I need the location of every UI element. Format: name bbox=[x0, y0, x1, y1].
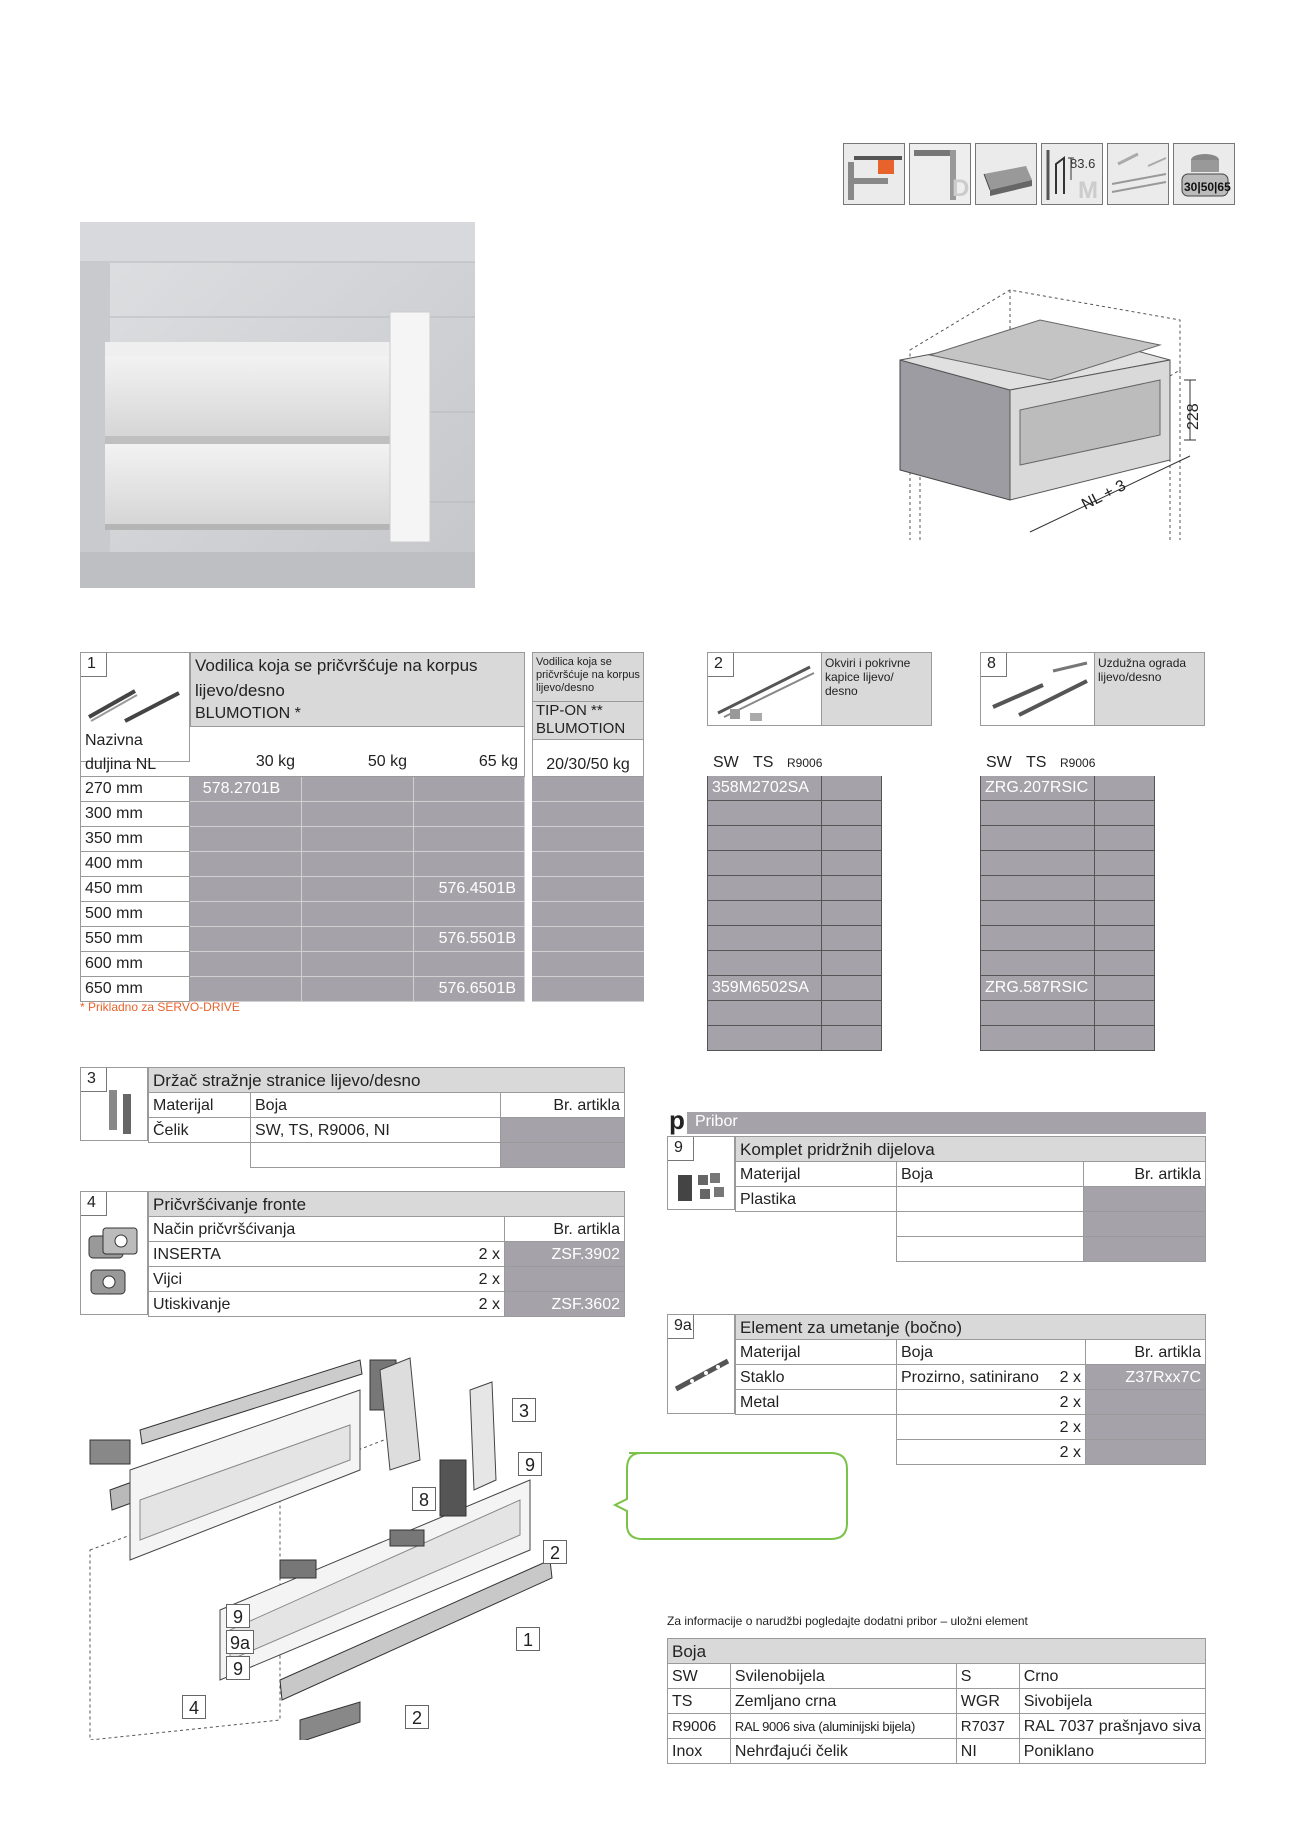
color-code: R9006 bbox=[668, 1714, 731, 1739]
material-cell bbox=[736, 1415, 897, 1440]
back-holder-title: Držač stražnje stranice lijevo/desno bbox=[149, 1068, 625, 1093]
h-article: Br. artikla bbox=[1086, 1340, 1206, 1365]
method-cell: Utiskivanje bbox=[149, 1292, 409, 1317]
method-cell: INSERTA bbox=[149, 1242, 409, 1267]
h-material: Materijal bbox=[736, 1340, 897, 1365]
table-row bbox=[80, 827, 644, 852]
table-row bbox=[980, 926, 1161, 951]
empty-cell bbox=[897, 1237, 1084, 1262]
nl-cell: 650 mm bbox=[80, 977, 190, 1002]
material-cell: Metal bbox=[736, 1390, 897, 1415]
color-cell bbox=[897, 1390, 1046, 1415]
table-row bbox=[980, 801, 1161, 826]
gallery-table-image bbox=[980, 652, 1095, 726]
frames-table-title: Okviri i pokrivne kapice lijevo/ desno bbox=[825, 656, 911, 698]
slides-table-title: Vodilica koja se pričvršćuje na korpus lijevo/desno bbox=[195, 656, 478, 700]
insert-element-image bbox=[667, 1314, 735, 1414]
article-cell bbox=[822, 951, 882, 976]
callout-9: 9 bbox=[226, 1656, 250, 1680]
article-cell bbox=[980, 851, 1095, 876]
article-cell: 359M6502SA bbox=[707, 976, 822, 1001]
table-row bbox=[707, 826, 888, 851]
tipon-subtitle-2: BLUMOTION bbox=[536, 720, 626, 737]
svg-text:30|50|65: 30|50|65 bbox=[1184, 180, 1231, 194]
table-number: 9 bbox=[668, 1137, 694, 1161]
colors-table-title: Boja bbox=[668, 1639, 1206, 1664]
retainer-set-title: Komplet pridržnih dijelova bbox=[736, 1137, 1206, 1162]
col-tipon-label: 20/30/50 kg bbox=[546, 756, 630, 773]
article-cell bbox=[414, 827, 525, 852]
article-cell bbox=[501, 1118, 625, 1143]
callout-1: 1 bbox=[516, 1627, 540, 1651]
accessories-label: Pribor bbox=[695, 1113, 738, 1130]
insert-element-title: Element za umetanje (bočno) bbox=[736, 1315, 1206, 1340]
table-row bbox=[80, 777, 644, 802]
order-info-note: Za informacije o narudžbi pogledajte dodatni pribor – uložni element bbox=[667, 1614, 1028, 1628]
article-cell bbox=[707, 926, 822, 951]
color-code: Inox bbox=[668, 1739, 731, 1764]
color-code: WGR bbox=[956, 1689, 1019, 1714]
tipon-article-cell bbox=[532, 802, 644, 827]
callout-2: 2 bbox=[543, 1540, 567, 1564]
table-row bbox=[80, 952, 644, 977]
table-number: 9a bbox=[668, 1315, 694, 1339]
table-row bbox=[149, 1267, 625, 1292]
table-row bbox=[707, 776, 888, 801]
table-row bbox=[707, 926, 888, 951]
article-cell: Z37Rxx7C bbox=[1086, 1365, 1206, 1390]
table-row bbox=[980, 851, 1161, 876]
svg-text:M: M bbox=[1078, 177, 1098, 204]
callout-3: 3 bbox=[512, 1398, 536, 1422]
svg-text:83.6: 83.6 bbox=[1070, 156, 1096, 171]
article-cell bbox=[302, 952, 414, 977]
color-cell bbox=[897, 1415, 1046, 1440]
front-fixing-image bbox=[80, 1191, 148, 1315]
empty-cell bbox=[897, 1187, 1084, 1212]
color-cell bbox=[897, 1440, 1046, 1465]
h-article: Br. artikla bbox=[501, 1093, 625, 1118]
callout-2: 2 bbox=[405, 1705, 429, 1729]
colors-table bbox=[667, 1638, 1206, 1764]
color-code: TS bbox=[668, 1689, 731, 1714]
article-cell bbox=[190, 927, 302, 952]
tipon-article-cell bbox=[532, 927, 644, 952]
nl-cell: 270 mm bbox=[80, 777, 190, 802]
table-row bbox=[80, 852, 644, 877]
nl-cell: 500 mm bbox=[80, 902, 190, 927]
table-row bbox=[980, 901, 1161, 926]
col-tipon bbox=[532, 740, 644, 777]
height-m-icon bbox=[1041, 143, 1103, 205]
article-cell bbox=[822, 926, 882, 951]
article-cell bbox=[1095, 776, 1155, 801]
article-cell bbox=[302, 777, 414, 802]
nl-cell: 450 mm bbox=[80, 877, 190, 902]
qty-cell: 2 x bbox=[409, 1242, 505, 1267]
table-row bbox=[668, 1714, 1206, 1739]
color-code: NI bbox=[956, 1739, 1019, 1764]
tipon-article-cell bbox=[532, 977, 644, 1002]
table-row bbox=[980, 826, 1161, 851]
svg-text:NL + 3: NL + 3 bbox=[1079, 477, 1129, 514]
tipon-subtitle-block bbox=[532, 702, 644, 740]
front-fixing-title: Pričvršćivanje fronte bbox=[149, 1192, 625, 1217]
article-cell bbox=[414, 952, 525, 977]
table-row bbox=[980, 976, 1161, 1001]
h-color: Boja bbox=[897, 1162, 1084, 1187]
article-cell bbox=[1095, 1001, 1155, 1026]
tipon-article-cell bbox=[532, 902, 644, 927]
frames-table-title-block bbox=[822, 652, 932, 726]
article-cell: ZSF.3602 bbox=[505, 1292, 625, 1317]
table-row bbox=[80, 877, 644, 902]
svg-text:228: 228 bbox=[1185, 403, 1202, 430]
table-number: 3 bbox=[81, 1068, 107, 1092]
table-number: 1 bbox=[81, 653, 107, 677]
color-code: R7037 bbox=[956, 1714, 1019, 1739]
article-cell bbox=[822, 826, 882, 851]
table-row bbox=[736, 1390, 1206, 1415]
slides-table-column-header bbox=[80, 727, 525, 777]
nl-label-line2: duljina NL bbox=[85, 756, 157, 773]
table-row bbox=[668, 1739, 1206, 1764]
exploded-assembly-drawing bbox=[80, 1350, 600, 1740]
drawer-mounting-icon bbox=[843, 143, 905, 205]
slides-table-subtitle: BLUMOTION * bbox=[190, 702, 525, 727]
product-photo bbox=[80, 222, 475, 588]
color-name: Svilenobijela bbox=[730, 1664, 956, 1689]
table-row bbox=[80, 802, 644, 827]
table-row bbox=[980, 1026, 1161, 1051]
frames-table-image bbox=[707, 652, 822, 726]
color-value: SW, TS, R9006, NI bbox=[251, 1118, 501, 1143]
tipon-title-block bbox=[532, 652, 644, 702]
article-cell bbox=[707, 1026, 822, 1051]
table-number: 4 bbox=[81, 1192, 107, 1216]
depth-d-icon bbox=[909, 143, 971, 205]
table-row bbox=[707, 976, 888, 1001]
article-cell: ZRG.207RSIC bbox=[980, 776, 1095, 801]
article-cell bbox=[414, 902, 525, 927]
table-row bbox=[80, 902, 644, 927]
color-cell: Prozirno, satinirano bbox=[897, 1365, 1046, 1390]
article-cell bbox=[1086, 1440, 1206, 1465]
table-row bbox=[980, 876, 1161, 901]
table-row bbox=[980, 951, 1161, 976]
material-cell: Staklo bbox=[736, 1365, 897, 1390]
article-cell bbox=[707, 1001, 822, 1026]
article-cell bbox=[980, 876, 1095, 901]
back-holder-image bbox=[80, 1067, 148, 1141]
h-material: Materijal bbox=[736, 1162, 897, 1187]
table-row bbox=[149, 1292, 625, 1317]
callout-8: 8 bbox=[412, 1487, 436, 1511]
article-cell bbox=[1095, 826, 1155, 851]
article-cell bbox=[190, 902, 302, 927]
empty-cell bbox=[251, 1143, 501, 1168]
article-cell bbox=[822, 801, 882, 826]
gallery-table-title: Uzdužna ograda lijevo/desno bbox=[1098, 656, 1187, 684]
article-cell: ZSF.3902 bbox=[505, 1242, 625, 1267]
method-cell: Vijci bbox=[149, 1267, 409, 1292]
article-cell bbox=[980, 1026, 1095, 1051]
material-value: Čelik bbox=[149, 1118, 251, 1143]
article-cell bbox=[822, 901, 882, 926]
article-cell bbox=[1086, 1390, 1206, 1415]
article-cell bbox=[1095, 901, 1155, 926]
article-cell bbox=[501, 1143, 625, 1168]
table-row bbox=[707, 851, 888, 876]
article-cell bbox=[302, 802, 414, 827]
article-cell: 576.6501B bbox=[414, 977, 525, 1002]
gallery-rail-icon bbox=[1107, 143, 1169, 205]
nl-label bbox=[85, 729, 156, 777]
article-cell bbox=[414, 777, 525, 802]
table-row bbox=[980, 1001, 1161, 1026]
article-cell bbox=[1086, 1415, 1206, 1440]
empty-cell bbox=[149, 1143, 251, 1168]
article-cell bbox=[822, 776, 882, 801]
article-cell bbox=[980, 801, 1095, 826]
article-cell bbox=[1095, 926, 1155, 951]
col-sw: SW bbox=[713, 754, 739, 771]
col-sw: SW bbox=[986, 754, 1012, 771]
table-row bbox=[707, 1001, 888, 1026]
article-cell bbox=[822, 876, 882, 901]
article-cell bbox=[1095, 851, 1155, 876]
article-cell bbox=[980, 826, 1095, 851]
color-name: Zemljano crna bbox=[730, 1689, 956, 1714]
article-cell bbox=[707, 826, 822, 851]
article-cell bbox=[1084, 1187, 1206, 1212]
table-row bbox=[80, 977, 644, 1002]
empty-cell bbox=[897, 1212, 1084, 1237]
frames-table-column-header bbox=[707, 726, 867, 776]
h-article: Br. artikla bbox=[505, 1217, 625, 1242]
article-cell bbox=[822, 1001, 882, 1026]
article-cell bbox=[414, 852, 525, 877]
article-cell: 358M2702SA bbox=[707, 776, 822, 801]
color-name: RAL 7037 prašnjavo siva bbox=[1019, 1714, 1205, 1739]
col-65kg: 65 kg bbox=[478, 753, 518, 770]
callout-4: 4 bbox=[182, 1695, 206, 1719]
article-cell bbox=[707, 901, 822, 926]
footnote: * Prikladno za SERVO-DRIVE bbox=[80, 1000, 240, 1014]
article-cell bbox=[707, 851, 822, 876]
color-code: S bbox=[956, 1664, 1019, 1689]
article-cell bbox=[190, 827, 302, 852]
article-cell bbox=[190, 977, 302, 1002]
table-row bbox=[668, 1689, 1206, 1714]
tipon-article-cell bbox=[532, 952, 644, 977]
nl-cell: 300 mm bbox=[80, 802, 190, 827]
qty-cell: 2 x bbox=[409, 1292, 505, 1317]
tipon-article-cell bbox=[532, 877, 644, 902]
table-row bbox=[80, 927, 644, 952]
h-color: Boja bbox=[251, 1093, 501, 1118]
col-30kg: 30 kg bbox=[255, 753, 295, 770]
article-cell bbox=[707, 951, 822, 976]
color-name: Sivobijela bbox=[1019, 1689, 1205, 1714]
article-cell bbox=[1095, 801, 1155, 826]
article-cell bbox=[302, 827, 414, 852]
color-name: Poniklano bbox=[1019, 1739, 1205, 1764]
table-row bbox=[736, 1365, 1206, 1390]
qty-cell: 2 x bbox=[1046, 1390, 1086, 1415]
nl-cell: 550 mm bbox=[80, 927, 190, 952]
article-cell bbox=[822, 976, 882, 1001]
accessories-letter: p bbox=[667, 1108, 687, 1134]
col-r9006: R9006 bbox=[1060, 756, 1096, 770]
table-row bbox=[707, 901, 888, 926]
gallery-table-column-header bbox=[980, 726, 1140, 776]
weight-dial-icon bbox=[1173, 143, 1235, 205]
h-article: Br. artikla bbox=[1084, 1162, 1206, 1187]
article-cell bbox=[1095, 976, 1155, 1001]
article-cell bbox=[190, 852, 302, 877]
retainer-set-image bbox=[667, 1136, 735, 1210]
article-cell bbox=[1084, 1212, 1206, 1237]
table-row bbox=[668, 1664, 1206, 1689]
article-cell bbox=[980, 1001, 1095, 1026]
article-cell bbox=[190, 952, 302, 977]
article-cell bbox=[707, 876, 822, 901]
article-cell bbox=[1084, 1237, 1206, 1262]
callout-9a: 9a bbox=[226, 1630, 254, 1654]
table-row bbox=[707, 801, 888, 826]
article-cell bbox=[822, 1026, 882, 1051]
accessories-bar bbox=[667, 1105, 1206, 1135]
article-cell: 576.5501B bbox=[414, 927, 525, 952]
col-ts: TS bbox=[1026, 754, 1047, 771]
article-cell: ZRG.587RSIC bbox=[980, 976, 1095, 1001]
callout-9: 9 bbox=[518, 1452, 542, 1476]
dimension-drawing bbox=[890, 270, 1220, 548]
table-row bbox=[707, 876, 888, 901]
h-color: Boja bbox=[897, 1340, 1086, 1365]
h-material: Materijal bbox=[149, 1093, 251, 1118]
empty-cell bbox=[736, 1237, 897, 1262]
col-50kg: 50 kg bbox=[367, 753, 407, 770]
col-ts: TS bbox=[753, 754, 774, 771]
nl-cell: 400 mm bbox=[80, 852, 190, 877]
article-cell bbox=[822, 851, 882, 876]
color-name: RAL 9006 siva (aluminijski bijela) bbox=[730, 1714, 956, 1739]
table-row bbox=[980, 776, 1161, 801]
article-cell bbox=[302, 927, 414, 952]
article-cell bbox=[302, 852, 414, 877]
article-cell bbox=[414, 802, 525, 827]
table-row bbox=[707, 1026, 888, 1051]
table-row bbox=[707, 951, 888, 976]
article-cell: 578.2701B bbox=[190, 777, 302, 802]
table-row bbox=[149, 1242, 625, 1267]
qty-cell: 2 x bbox=[1046, 1440, 1086, 1465]
article-cell: 576.4501B bbox=[414, 877, 525, 902]
article-cell bbox=[302, 902, 414, 927]
color-name: Crno bbox=[1019, 1664, 1205, 1689]
h-method: Način pričvršćivanja bbox=[149, 1217, 505, 1242]
article-cell bbox=[980, 951, 1095, 976]
article-cell bbox=[190, 802, 302, 827]
qty-cell: 2 x bbox=[1046, 1365, 1086, 1390]
callout-9: 9 bbox=[226, 1604, 250, 1628]
gallery-table-title-block bbox=[1095, 652, 1205, 726]
article-cell bbox=[707, 801, 822, 826]
nl-label-line1: Nazivna bbox=[85, 732, 143, 749]
article-cell bbox=[980, 901, 1095, 926]
article-cell bbox=[302, 877, 414, 902]
material-value: Plastika bbox=[736, 1187, 897, 1212]
article-cell bbox=[1095, 876, 1155, 901]
article-cell bbox=[302, 977, 414, 1002]
table-row bbox=[736, 1415, 1206, 1440]
article-cell bbox=[980, 926, 1095, 951]
nl-cell: 350 mm bbox=[80, 827, 190, 852]
empty-cell bbox=[736, 1212, 897, 1237]
nl-cell: 600 mm bbox=[80, 952, 190, 977]
tipon-article-cell bbox=[532, 827, 644, 852]
article-cell bbox=[1095, 1026, 1155, 1051]
article-cell bbox=[1095, 951, 1155, 976]
color-name: Nehrđajući čelik bbox=[730, 1739, 956, 1764]
table-number: 2 bbox=[708, 653, 734, 677]
qty-cell: 2 x bbox=[1046, 1415, 1086, 1440]
col-r9006: R9006 bbox=[787, 756, 823, 770]
color-code: SW bbox=[668, 1664, 731, 1689]
article-cell bbox=[505, 1267, 625, 1292]
tipon-article-cell bbox=[532, 777, 644, 802]
green-callout-bubble bbox=[611, 1451, 851, 1551]
drawer-tray-icon bbox=[975, 143, 1037, 205]
tipon-article-cell bbox=[532, 852, 644, 877]
table-number: 8 bbox=[981, 653, 1007, 677]
tipon-subtitle: TIP-ON ** bbox=[536, 702, 603, 719]
svg-text:D: D bbox=[952, 175, 970, 202]
tipon-title: Vodilica koja se pričvršćuje na korpus lijevo/desno bbox=[536, 656, 640, 694]
qty-cell: 2 x bbox=[409, 1267, 505, 1292]
article-cell bbox=[190, 877, 302, 902]
